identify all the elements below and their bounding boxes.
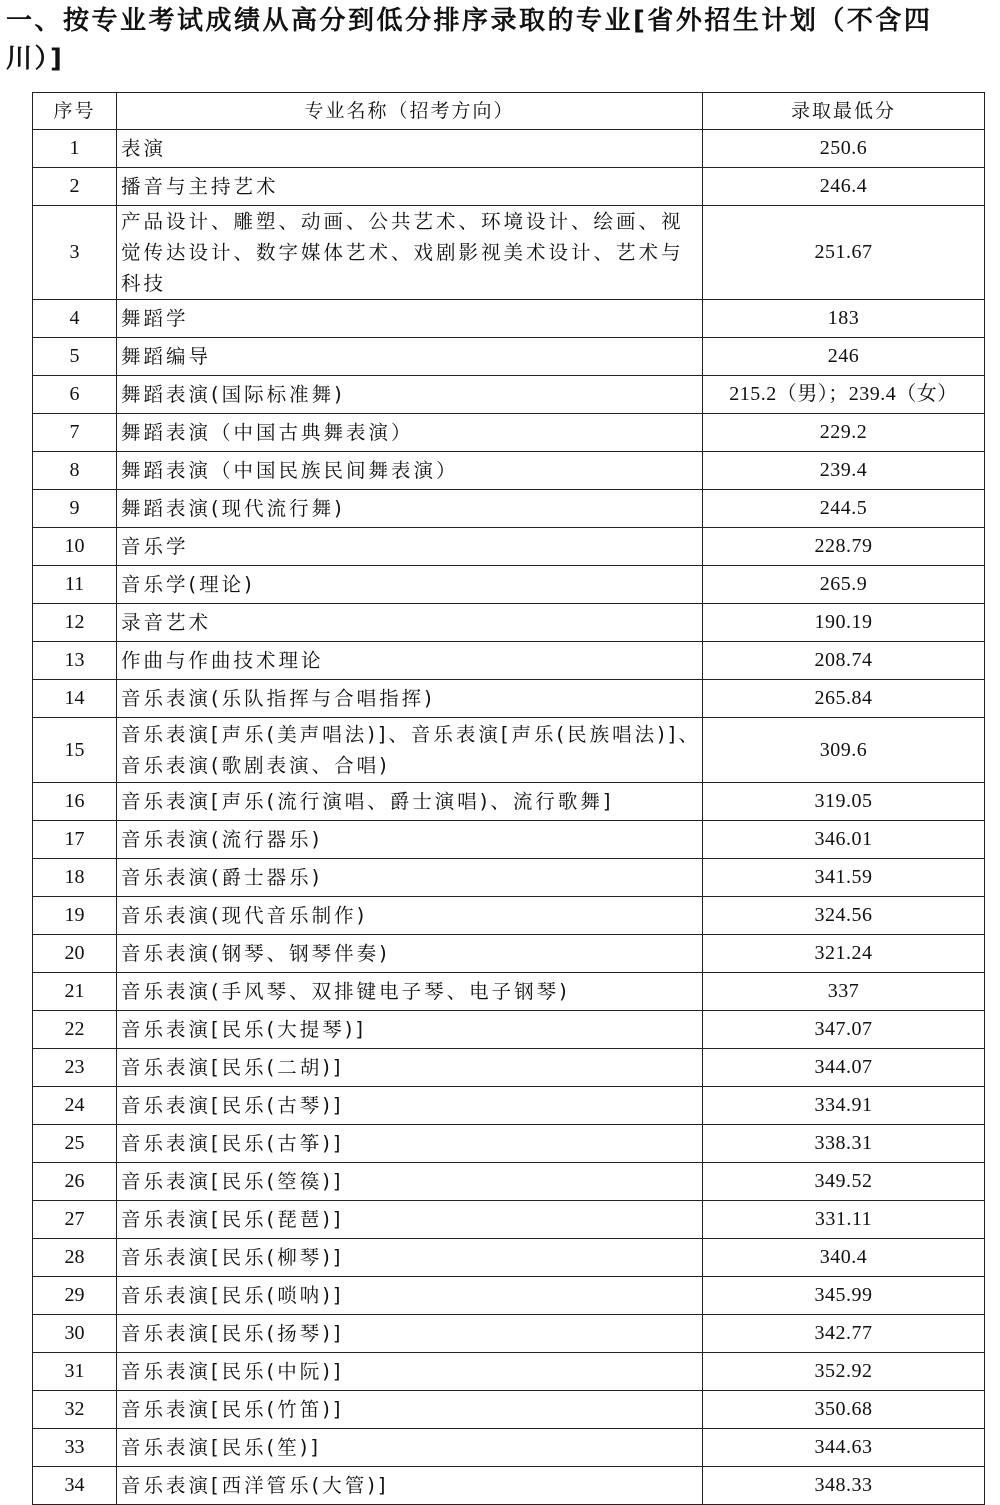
row-major-name: 音乐学(理论) [117, 566, 703, 604]
row-seq: 16 [33, 783, 117, 821]
row-major-name: 音乐表演[民乐(笙)] [117, 1429, 703, 1467]
table-row [33, 783, 985, 821]
row-major-name: 音乐表演(乐队指挥与合唱指挥) [117, 680, 703, 718]
row-seq: 29 [33, 1277, 117, 1315]
table-row [33, 1429, 985, 1467]
row-major-name: 音乐表演(爵士器乐) [117, 859, 703, 897]
row-min-score: 251.67 [703, 206, 985, 300]
row-seq: 15 [33, 718, 117, 783]
table-row [33, 718, 985, 783]
table-row [33, 1049, 985, 1087]
table-row [33, 821, 985, 859]
row-min-score: 190.19 [703, 604, 985, 642]
table-row [33, 376, 985, 414]
table-row [33, 1391, 985, 1429]
row-min-score: 350.68 [703, 1391, 985, 1429]
row-seq: 28 [33, 1239, 117, 1277]
row-major-name: 舞蹈学 [117, 300, 703, 338]
row-seq: 11 [33, 566, 117, 604]
row-major-name: 音乐学 [117, 528, 703, 566]
row-seq: 17 [33, 821, 117, 859]
table-row [33, 1087, 985, 1125]
row-major-name: 舞蹈表演（中国古典舞表演） [117, 414, 703, 452]
row-seq: 21 [33, 973, 117, 1011]
row-seq: 30 [33, 1315, 117, 1353]
row-seq: 1 [33, 130, 117, 168]
row-min-score: 346.01 [703, 821, 985, 859]
row-min-score: 309.6 [703, 718, 985, 783]
table-row [33, 973, 985, 1011]
row-min-score: 246 [703, 338, 985, 376]
row-seq: 32 [33, 1391, 117, 1429]
row-seq: 10 [33, 528, 117, 566]
row-major-name: 音乐表演[民乐(二胡)] [117, 1049, 703, 1087]
row-seq: 13 [33, 642, 117, 680]
row-min-score: 265.9 [703, 566, 985, 604]
admission-score-table [32, 92, 985, 1505]
row-min-score: 246.4 [703, 168, 985, 206]
row-seq: 2 [33, 168, 117, 206]
row-seq: 18 [33, 859, 117, 897]
row-min-score: 265.84 [703, 680, 985, 718]
table-row [33, 1201, 985, 1239]
table-row [33, 528, 985, 566]
table-row [33, 1315, 985, 1353]
row-major-name: 音乐表演[民乐(古筝)] [117, 1125, 703, 1163]
row-major-name: 音乐表演[民乐(柳琴)] [117, 1239, 703, 1277]
table-row [33, 206, 985, 300]
row-seq: 8 [33, 452, 117, 490]
row-seq: 26 [33, 1163, 117, 1201]
header-min-score: 录取最低分 [703, 93, 985, 130]
table-row [33, 1353, 985, 1391]
table-row [33, 1125, 985, 1163]
row-min-score: 347.07 [703, 1011, 985, 1049]
row-min-score: 250.6 [703, 130, 985, 168]
row-major-name: 音乐表演(现代音乐制作) [117, 897, 703, 935]
row-min-score: 228.79 [703, 528, 985, 566]
row-major-name: 音乐表演[民乐(箜篌)] [117, 1163, 703, 1201]
row-seq: 12 [33, 604, 117, 642]
table-row [33, 1467, 985, 1505]
table-row [33, 897, 985, 935]
row-min-score: 348.33 [703, 1467, 985, 1505]
row-min-score: 344.07 [703, 1049, 985, 1087]
row-seq: 33 [33, 1429, 117, 1467]
table-row [33, 680, 985, 718]
row-major-name: 作曲与作曲技术理论 [117, 642, 703, 680]
row-seq: 31 [33, 1353, 117, 1391]
row-major-name: 音乐表演(手风琴、双排键电子琴、电子钢琴) [117, 973, 703, 1011]
row-major-name: 音乐表演[声乐(美声唱法)]、音乐表演[声乐(民族唱法)]、音乐表演(歌剧表演、合唱) [117, 718, 703, 783]
table-row [33, 338, 985, 376]
row-major-name: 音乐表演[民乐(大提琴)] [117, 1011, 703, 1049]
row-major-name: 录音艺术 [117, 604, 703, 642]
row-min-score: 244.5 [703, 490, 985, 528]
table-body [33, 130, 985, 1505]
row-seq: 24 [33, 1087, 117, 1125]
table-row [33, 604, 985, 642]
table-row [33, 490, 985, 528]
row-major-name: 音乐表演(流行器乐) [117, 821, 703, 859]
row-seq: 14 [33, 680, 117, 718]
row-min-score: 338.31 [703, 1125, 985, 1163]
row-seq: 23 [33, 1049, 117, 1087]
row-major-name: 表演 [117, 130, 703, 168]
table-row [33, 859, 985, 897]
row-major-name: 音乐表演[民乐(古琴)] [117, 1087, 703, 1125]
row-major-name: 舞蹈表演（中国民族民间舞表演） [117, 452, 703, 490]
row-seq: 4 [33, 300, 117, 338]
row-seq: 20 [33, 935, 117, 973]
table-row [33, 130, 985, 168]
table-row [33, 1163, 985, 1201]
row-min-score: 340.4 [703, 1239, 985, 1277]
row-min-score: 324.56 [703, 897, 985, 935]
row-major-name: 舞蹈编导 [117, 338, 703, 376]
row-seq: 3 [33, 206, 117, 300]
row-min-score: 341.59 [703, 859, 985, 897]
header-major-name: 专业名称（招考方向） [117, 93, 703, 130]
table-row [33, 300, 985, 338]
row-seq: 7 [33, 414, 117, 452]
row-seq: 27 [33, 1201, 117, 1239]
row-major-name: 音乐表演[民乐(琵琶)] [117, 1201, 703, 1239]
row-min-score: 349.52 [703, 1163, 985, 1201]
row-seq: 5 [33, 338, 117, 376]
row-min-score: 215.2（男）；239.4（女） [703, 376, 985, 414]
row-min-score: 352.92 [703, 1353, 985, 1391]
header-row [33, 93, 985, 130]
row-min-score: 344.63 [703, 1429, 985, 1467]
row-seq: 6 [33, 376, 117, 414]
table-header [33, 93, 985, 130]
table-row [33, 452, 985, 490]
row-major-name: 舞蹈表演(国际标准舞) [117, 376, 703, 414]
row-seq: 9 [33, 490, 117, 528]
table-row [33, 414, 985, 452]
table-row [33, 1277, 985, 1315]
row-major-name: 音乐表演[声乐(流行演唱、爵士演唱)、流行歌舞] [117, 783, 703, 821]
row-min-score: 342.77 [703, 1315, 985, 1353]
row-major-name: 产品设计、雕塑、动画、公共艺术、环境设计、绘画、视觉传达设计、数字媒体艺术、戏剧影视美术设计、艺术与科技 [117, 206, 703, 300]
row-major-name: 音乐表演[民乐(唢呐)] [117, 1277, 703, 1315]
row-seq: 22 [33, 1011, 117, 1049]
row-min-score: 319.05 [703, 783, 985, 821]
row-major-name: 播音与主持艺术 [117, 168, 703, 206]
row-min-score: 331.11 [703, 1201, 985, 1239]
row-major-name: 音乐表演[民乐(竹笛)] [117, 1391, 703, 1429]
row-min-score: 345.99 [703, 1277, 985, 1315]
row-min-score: 229.2 [703, 414, 985, 452]
row-min-score: 334.91 [703, 1087, 985, 1125]
table-row [33, 1239, 985, 1277]
row-min-score: 239.4 [703, 452, 985, 490]
row-min-score: 208.74 [703, 642, 985, 680]
table-row [33, 642, 985, 680]
table-row [33, 935, 985, 973]
table-row [33, 566, 985, 604]
page-title: 一、按专业考试成绩从高分到低分排序录取的专业[省外招生计划（不含四川）] [6, 6, 933, 74]
header-seq: 序号 [33, 93, 117, 130]
row-major-name: 音乐表演(钢琴、钢琴伴奏) [117, 935, 703, 973]
row-seq: 25 [33, 1125, 117, 1163]
row-major-name: 舞蹈表演(现代流行舞) [117, 490, 703, 528]
row-major-name: 音乐表演[民乐(中阮)] [117, 1353, 703, 1391]
row-seq: 19 [33, 897, 117, 935]
row-major-name: 音乐表演[西洋管乐(大管)] [117, 1467, 703, 1505]
row-min-score: 183 [703, 300, 985, 338]
table-row [33, 1011, 985, 1049]
table-row [33, 168, 985, 206]
row-seq: 34 [33, 1467, 117, 1505]
row-major-name: 音乐表演[民乐(扬琴)] [117, 1315, 703, 1353]
row-min-score: 337 [703, 973, 985, 1011]
row-min-score: 321.24 [703, 935, 985, 973]
